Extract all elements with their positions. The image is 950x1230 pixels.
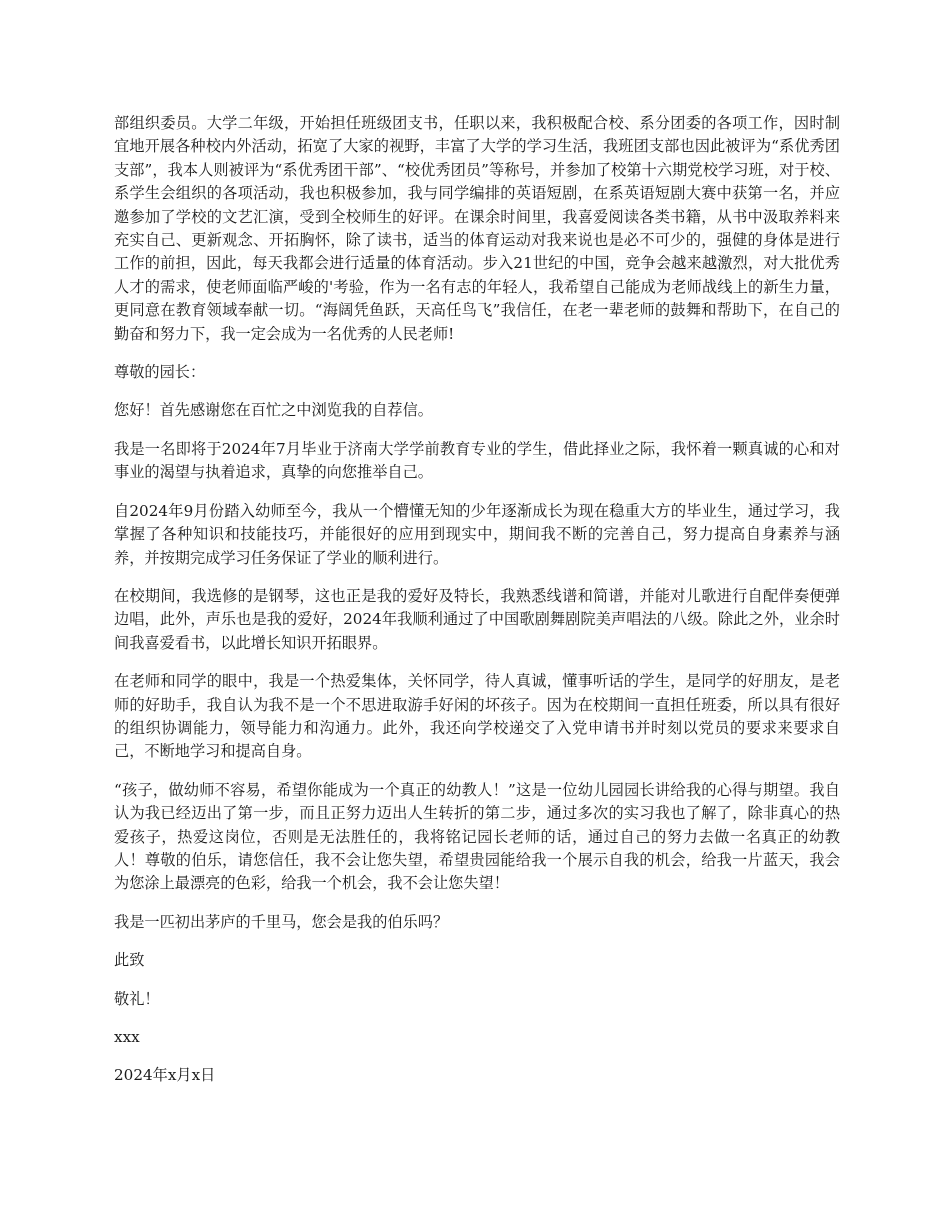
- paragraph-continued-intro: 部组织委员。大学二年级，开始担任班级团支书，任职以来，我积极配合校、系分团委的各项工作，因时制宜地开展各种校内外活动，拓宽了大家的视野，丰富了大学的学习生活，我班团支部也因此被评为“系优秀团支部”，我本人则被评为“系优秀团干部”、“校优秀团员”等称号，并参加了校第十六期党校学习班，对于校、系学生会组织的各项活动，我也积极参加，我与同学编排的英语短剧，在系英语短剧大赛中获第一名，并应邀参加了学校的文艺汇演，受到全校师生的好评。在课余时间里，我喜爱阅读各类书籍，从书中汲取养料来充实自己、更新观念、开拓胸怀，除了读书，适当的体育运动对我来说也是必不可少的，强健的身体是进行工作的前担，因此，每天我都会进行适量的体育活动。步入21世纪的中国，竞争会越来越激烈，对大批优秀人才的需求，使老师面临严峻的'考验，作为一名有志的年轻人，我希望自己能成为老师战线上的新生力量，更同意在教育领域奉献一切。“海阔凭鱼跃，天高任鸟飞”我信任，在老一辈老师的鼓舞和帮助下，在自己的勤奋和努力下，我一定会成为一名优秀的人民老师!: [114, 114, 840, 343]
- letter-body: [114, 112, 840, 1103]
- closing-cizhi: 此致: [114, 951, 145, 970]
- paragraph-study-growth: 自2024年9月份踏入幼师至今，我从一个懵懂无知的少年逐渐成长为现在稳重大方的毕业生，通过学习，我掌握了各种知识和技能技巧，并能很好的应用到现实中，期间我不断的完善自己，努力提高自身素养与涵养，并按期完成学习任务保证了学业的顺利进行。: [114, 501, 840, 567]
- signature-date: 2024年x月x日: [114, 1066, 216, 1085]
- signature-name: xxx: [114, 1028, 140, 1046]
- paragraph-hobbies: 在校期间，我选修的是钢琴，这也正是我的爱好及特长，我熟悉线谱和简谱，并能对儿歌进行自配伴奏便弹边唱，此外，声乐也是我的爱好，2024年我顺利通过了中国歌剧舞剧院美声唱法的八级。除此之外，业余时间我喜爱看书，以此增长知识开拓眼界。: [114, 586, 840, 652]
- closing-jingli: 敬礼！: [114, 989, 160, 1008]
- salutation: 尊敬的园长：: [114, 363, 206, 382]
- paragraph-self-intro: 我是一名即将于2024年7月毕业于济南大学学前教育专业的学生，借此择业之际，我怀着一颗真诚的心和对事业的渴望与执着追求，真挚的向您推举自己。: [114, 439, 840, 482]
- greeting-paragraph: 您好！首先感谢您在百忙之中浏览我的自荐信。: [114, 401, 433, 420]
- paragraph-question: 我是一匹初出茅庐的千里马，您会是我的伯乐吗？: [114, 912, 449, 931]
- paragraph-aspiration: “孩子，做幼师不容易，希望你能成为一个真正的幼教人！”这是一位幼儿园园长讲给我的心得与期望。我自认为我已经迈出了第一步，而且正努力迈出人生转折的第二步，通过多次的实习我也了解了，除非真心的热爱孩子，热爱这岗位，否则是无法胜任的，我将铭记园长老师的话，通过自己的努力去做一名真正的幼教人！尊敬的伯乐，请您信任，我不会让您失望，希望贵园能给我一个展示自我的机会，给我一片蓝天，我会为您涂上最漂亮的色彩，给我一个机会，我不会让您失望！: [114, 780, 840, 893]
- paragraph-character: 在老师和同学的眼中，我是一个热爱集体，关怀同学，待人真诚，懂事听话的学生，是同学的好朋友，是老师的好助手，我自认为我不是一个不思进取游手好闲的坏孩子。因为在校期间一直担任班委，所以具有很好的组织协调能力，领导能力和沟通力。此外，我还向学校递交了入党申请书并时刻以党员的要求来要求自己，不断地学习和提高自身。: [114, 672, 840, 761]
